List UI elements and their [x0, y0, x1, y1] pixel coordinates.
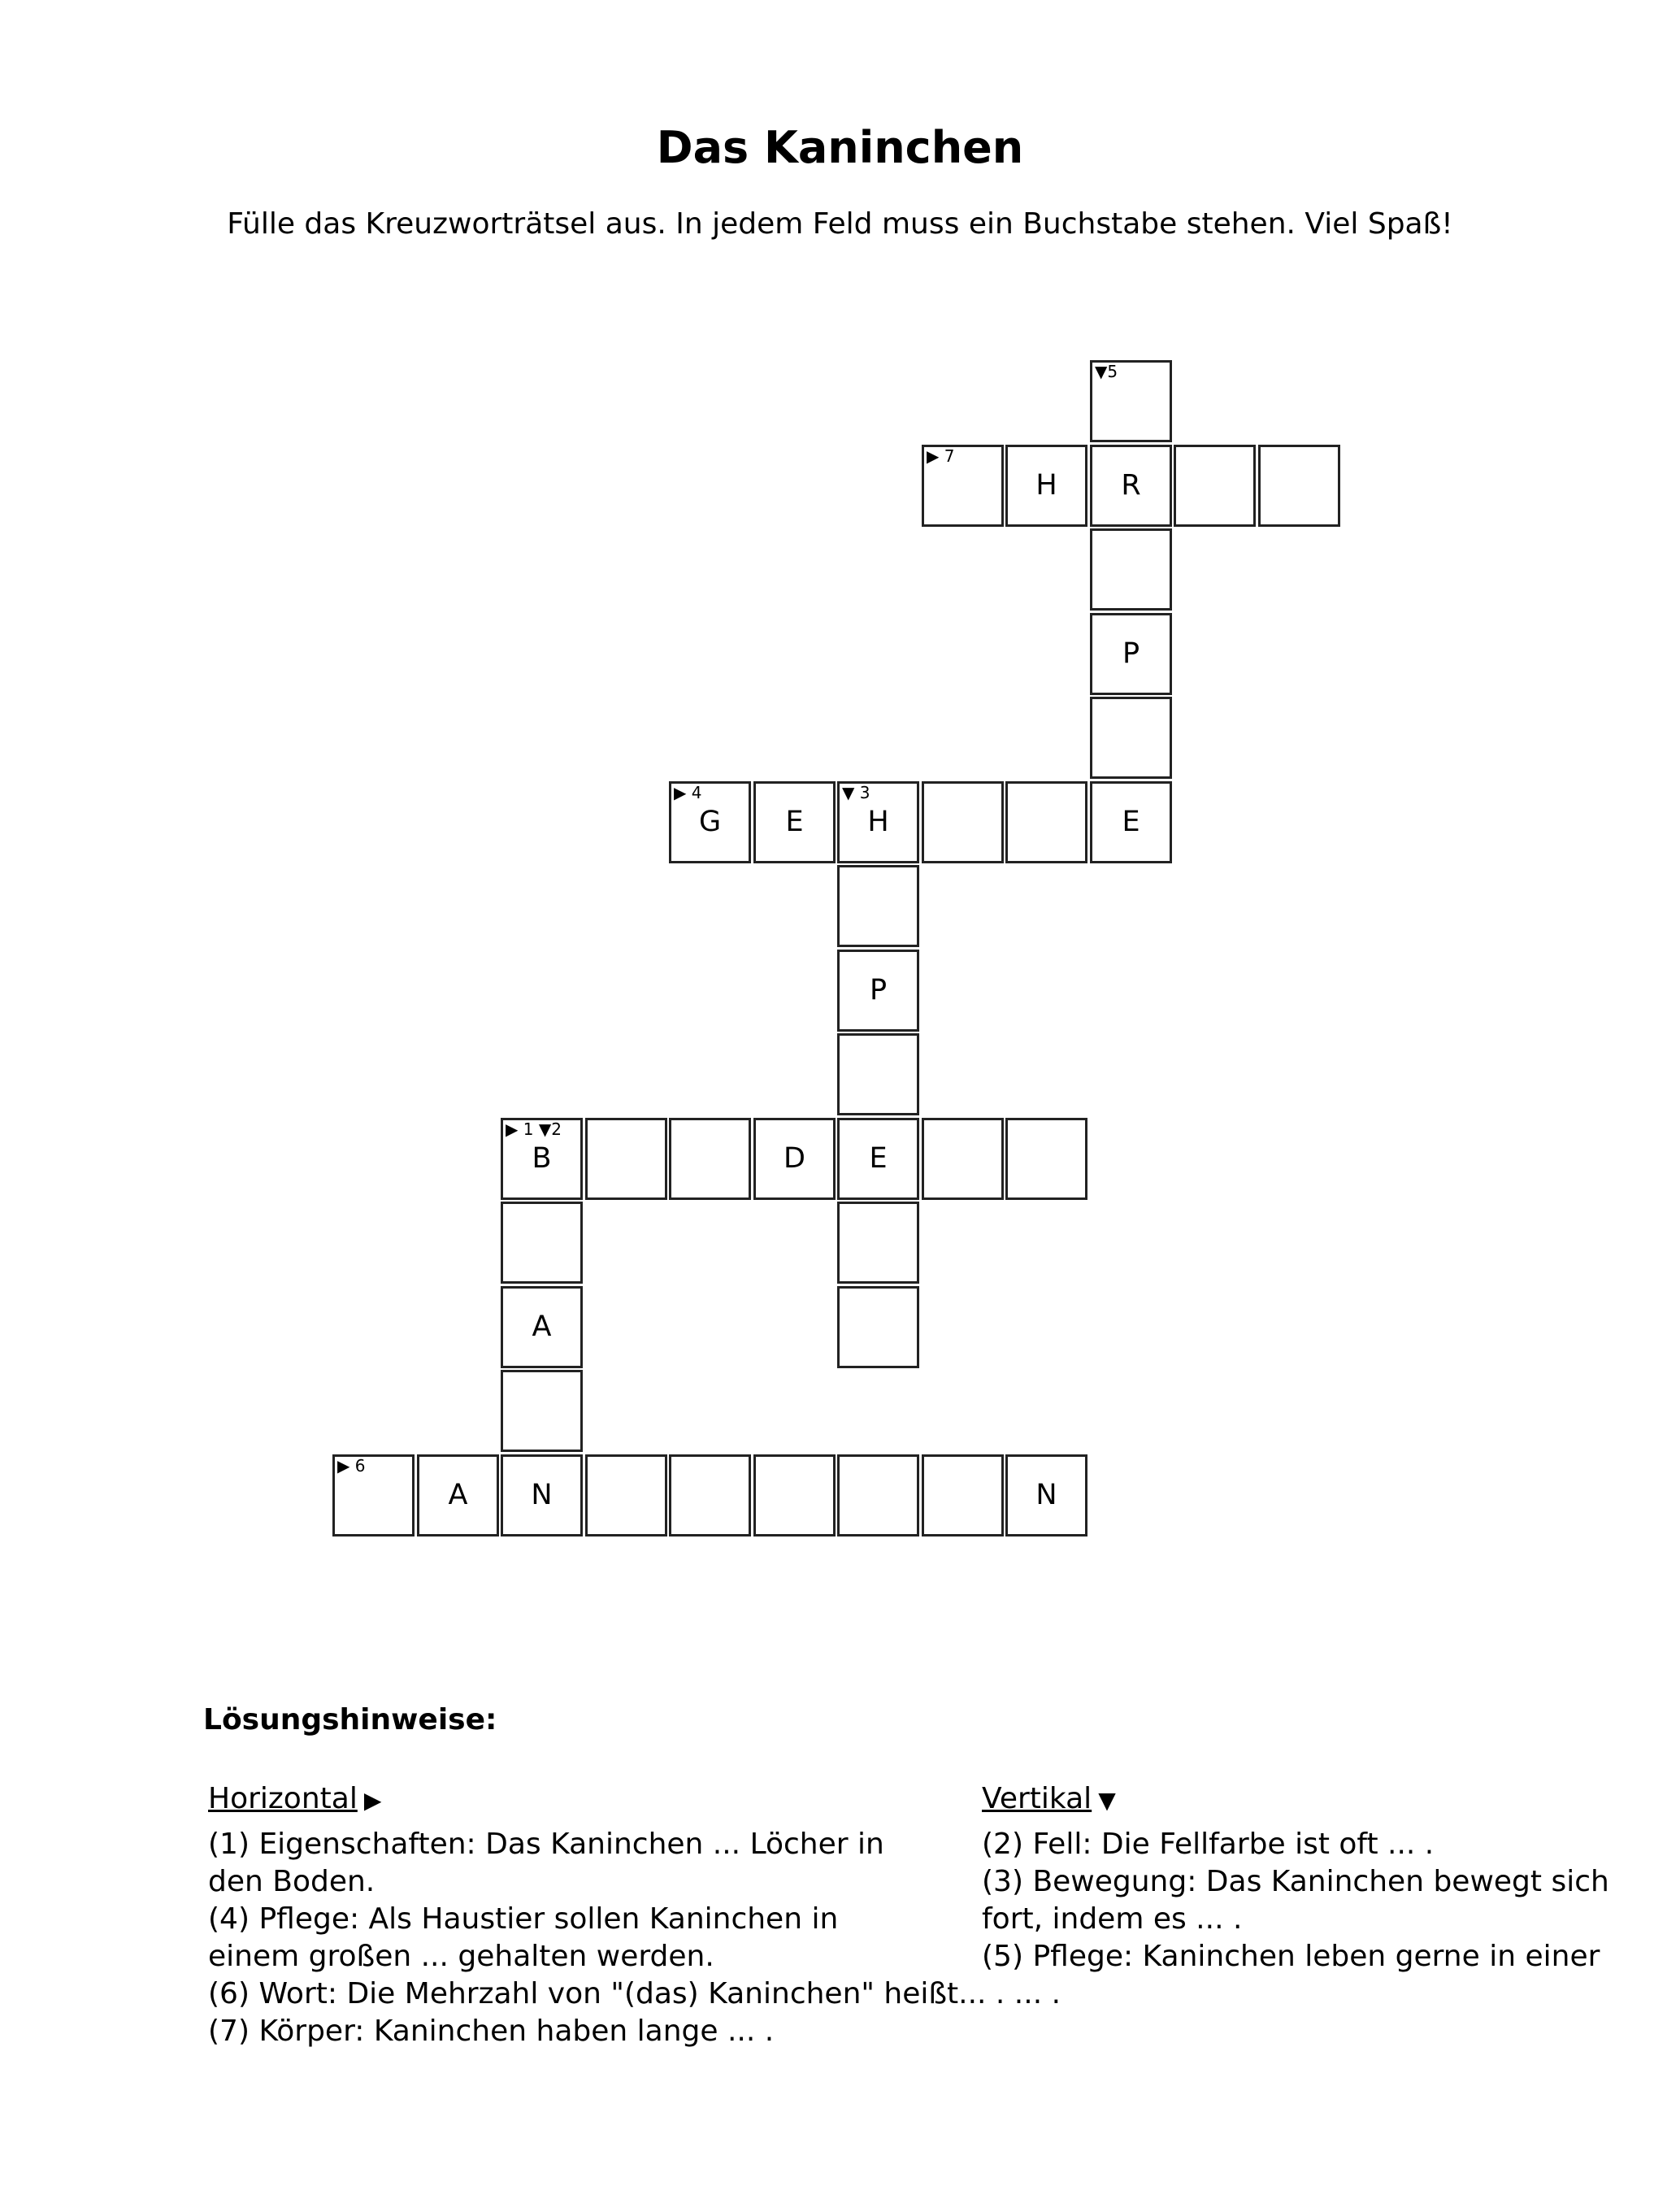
crossword-cell[interactable]: [501, 1118, 583, 1200]
crossword-cell[interactable]: [922, 781, 1004, 863]
crossword-cell[interactable]: [837, 1202, 919, 1284]
clue-number: ▶ 4: [674, 783, 702, 802]
crossword-cell[interactable]: [669, 1454, 751, 1536]
clue-number: ▼5: [1095, 362, 1118, 381]
crossword-cell[interactable]: [753, 781, 836, 863]
clue-vertical-3: (3) Bewegung: Das Kaninchen bewegt sich fort, indem es ... .: [982, 1865, 1609, 1936]
crossword-cell[interactable]: [837, 1286, 919, 1368]
cell-letter: G: [698, 806, 722, 838]
crossword-cell[interactable]: [1005, 1454, 1087, 1536]
crossword-cell[interactable]: [501, 1370, 583, 1452]
crossword-cell[interactable]: [837, 1118, 919, 1200]
crossword-cell[interactable]: [922, 1118, 1004, 1200]
crossword-cell[interactable]: [1090, 445, 1172, 527]
page-title: Das Kaninchen: [656, 122, 1024, 173]
clue-number: ▼ 3: [842, 783, 870, 802]
crossword-cell[interactable]: [501, 1202, 583, 1284]
cell-letter: A: [448, 1479, 468, 1511]
clue-vertical-5: (5) Pflege: Kaninchen leben gerne in einer: [982, 1940, 1600, 1973]
crossword-cell[interactable]: [332, 1454, 415, 1536]
clue-horizontal-4: (4) Pflege: Als Haustier sollen Kaninchen in einem großen ... gehalten werden.: [208, 1902, 839, 1973]
cell-letter: P: [1122, 637, 1140, 670]
crossword-cell[interactable]: [1258, 445, 1340, 527]
crossword-cell[interactable]: [837, 781, 919, 863]
clues-heading: Lösungshinweise:: [203, 1703, 497, 1736]
crossword-cell[interactable]: [1090, 697, 1172, 779]
crossword-cell[interactable]: [1090, 781, 1172, 863]
cell-letter: A: [532, 1310, 552, 1343]
crossword-cell[interactable]: [922, 445, 1004, 527]
crossword-cell[interactable]: [837, 1454, 919, 1536]
horizontal-title: [208, 1780, 1021, 1819]
clue-number: ▶ 6: [337, 1456, 366, 1476]
crossword-cell[interactable]: [1090, 360, 1172, 442]
cell-letter: H: [867, 806, 889, 838]
right-arrow-icon: ▶: [363, 1787, 382, 1814]
crossword-cell[interactable]: [1090, 613, 1172, 695]
clue-horizontal-6: (6) Wort: Die Mehrzahl von "(das) Kaninchen" heißt... . ... .: [208, 1977, 1061, 2010]
cell-letter: E: [1122, 806, 1140, 838]
crossword-cell[interactable]: [585, 1118, 667, 1200]
vertical-title-text: Vertikal: [982, 1782, 1092, 1815]
clue-vertical-2: (2) Fell: Die Fellfarbe ist oft ... .: [982, 1828, 1435, 1861]
cell-letter: E: [869, 1142, 888, 1175]
crossword-cell[interactable]: [1005, 1118, 1087, 1200]
cell-letter: R: [1121, 469, 1141, 502]
cell-letter: D: [784, 1142, 805, 1175]
clue-number: ▶ 1 ▼2: [506, 1119, 562, 1139]
vertical-clues: [982, 1780, 1624, 1976]
crossword-cell[interactable]: [837, 1033, 919, 1115]
down-arrow-icon: ▼: [1098, 1787, 1116, 1814]
crossword-cell[interactable]: [753, 1454, 836, 1536]
crossword-cell[interactable]: [585, 1454, 667, 1536]
crossword-cell[interactable]: [837, 950, 919, 1032]
vertical-title: [982, 1780, 1624, 1819]
crossword-cell[interactable]: [1005, 445, 1087, 527]
cell-letter: N: [531, 1479, 553, 1511]
cell-letter: N: [1035, 1479, 1057, 1511]
crossword-cell[interactable]: [837, 865, 919, 947]
clue-horizontal-1: (1) Eigenschaften: Das Kaninchen ... Löcher in den Boden.: [208, 1828, 884, 1898]
crossword-cell[interactable]: [501, 1454, 583, 1536]
crossword-cell[interactable]: [1174, 445, 1256, 527]
crossword-cell[interactable]: [753, 1118, 836, 1200]
crossword-cell[interactable]: [669, 1118, 751, 1200]
cell-letter: H: [1035, 469, 1057, 502]
clue-horizontal-7: (7) Körper: Kaninchen haben lange ... .: [208, 2015, 775, 2048]
crossword-cell[interactable]: [669, 781, 751, 863]
crossword-cell[interactable]: [1005, 781, 1087, 863]
crossword-cell[interactable]: [922, 1454, 1004, 1536]
crossword-cell[interactable]: [417, 1454, 499, 1536]
cell-letter: B: [532, 1142, 552, 1175]
horizontal-title-text: Horizontal: [208, 1782, 358, 1815]
instructions: Fülle das Kreuzworträtsel aus. In jedem Feld muss ein Buchstabe stehen. Viel Spaß!: [227, 207, 1453, 241]
cell-letter: P: [869, 974, 888, 1006]
crossword-cell[interactable]: [1090, 528, 1172, 611]
cell-letter: E: [785, 806, 804, 838]
crossword-cell[interactable]: [501, 1286, 583, 1368]
clue-number: ▶ 7: [927, 446, 955, 466]
